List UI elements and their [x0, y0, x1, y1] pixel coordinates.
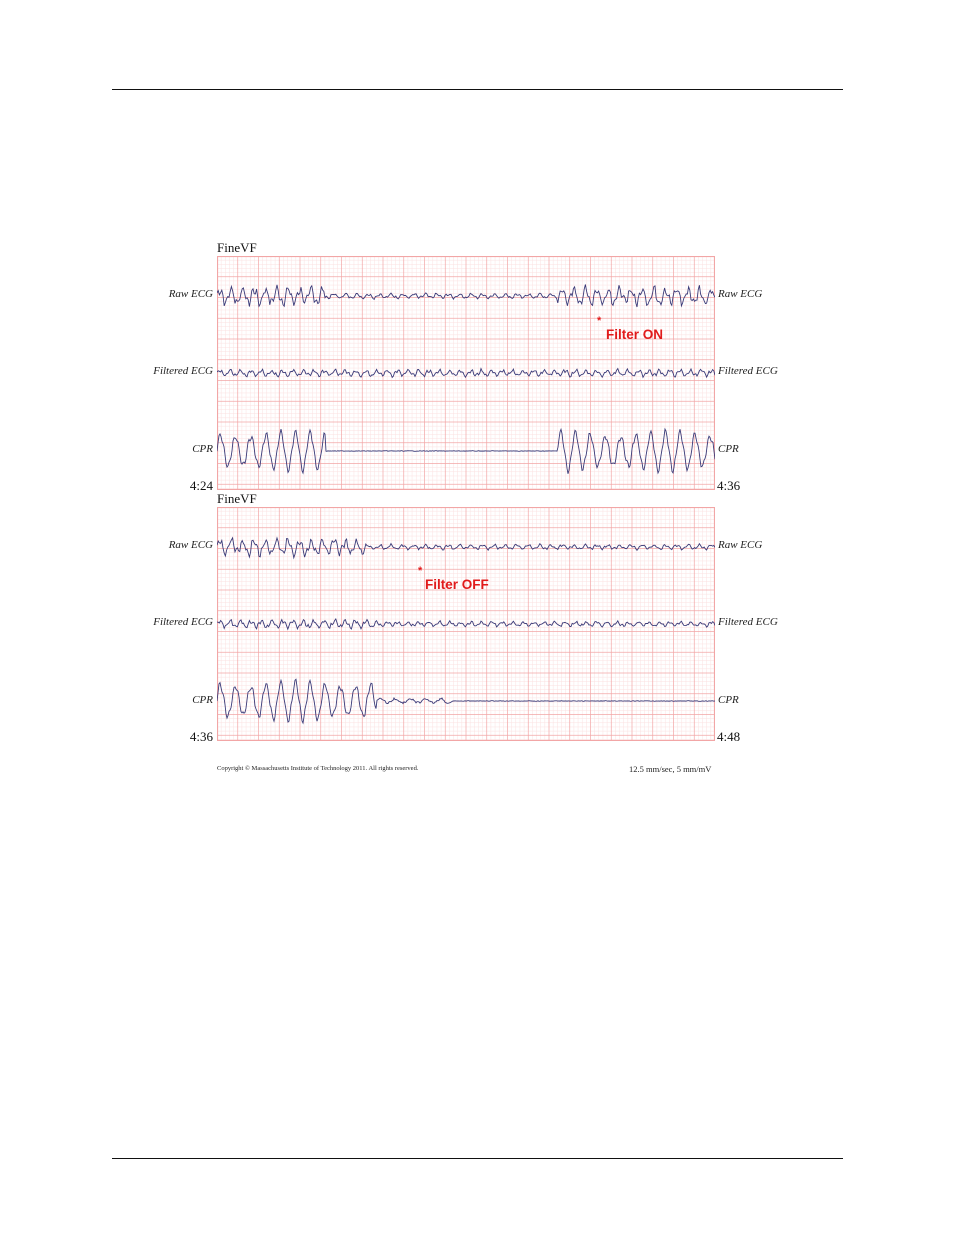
ecg-strip-1	[140, 240, 800, 492]
header-rule	[112, 89, 843, 90]
copyright-notice: Copyright © Massachusetts Institute of Technology 2011. All rights reserved.	[217, 765, 419, 772]
time-end: 4:36	[717, 478, 741, 493]
cpr-label-right: CPR	[718, 443, 739, 455]
raw-ecg-label-right: Raw ECG	[718, 288, 763, 300]
filtered-ecg-label-left: Filtered ECG	[153, 616, 213, 628]
time-start: 4:36	[189, 729, 213, 744]
raw-ecg-label-left: Raw ECG	[168, 539, 213, 551]
ecg-grid-2	[217, 507, 715, 741]
scale-note: 12.5 mm/sec, 5 mm/mV	[629, 764, 712, 774]
filter-off-annotation: Filter OFF	[425, 577, 489, 592]
ecg-grid-1	[217, 256, 715, 490]
filtered-ecg-label-left: Filtered ECG	[153, 365, 213, 377]
cpr-label-left: CPR	[192, 694, 213, 706]
filtered-ecg-label-right: Filtered ECG	[718, 365, 778, 377]
raw-ecg-label-left: Raw ECG	[168, 288, 213, 300]
annotation-marker: *	[418, 565, 423, 577]
filter-on-annotation: Filter ON	[606, 327, 664, 342]
ecg-strip-2	[140, 491, 800, 743]
cpr-label-right: CPR	[718, 694, 739, 706]
raw-ecg-label-right: Raw ECG	[718, 539, 763, 551]
time-end: 4:48	[717, 729, 741, 744]
cpr-label-left: CPR	[192, 443, 213, 455]
annotation-marker: *	[597, 315, 602, 327]
time-start: 4:24	[189, 478, 213, 493]
footer-rule	[112, 1158, 843, 1159]
strip-title: FineVF	[217, 491, 257, 506]
strip-title: FineVF	[217, 240, 257, 255]
filtered-ecg-label-right: Filtered ECG	[718, 616, 778, 628]
